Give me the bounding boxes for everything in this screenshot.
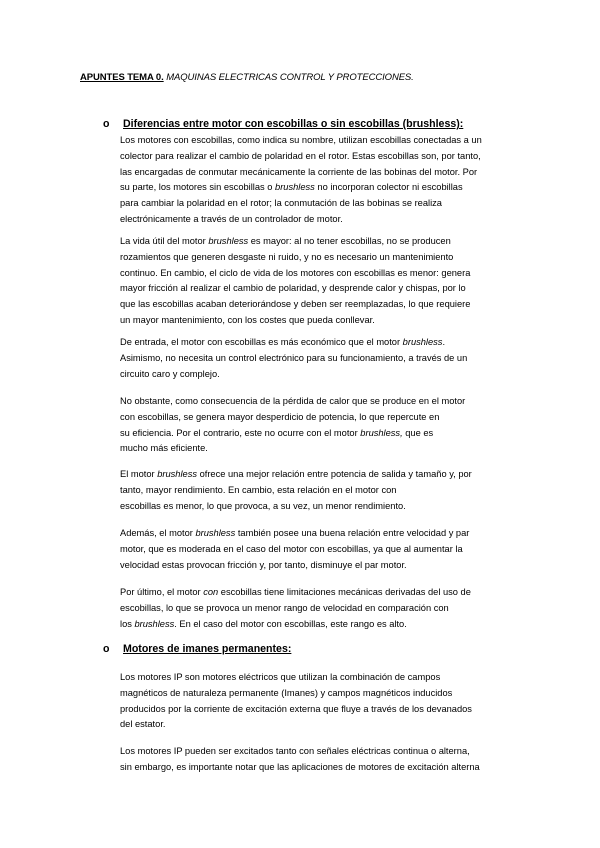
text-line: su eficiencia. Por el contrario, este no ocurre con el motor brushless, que es [120,427,434,438]
text-line: La vida útil del motor brushless es mayor: al no tener escobillas, no se producen [120,236,451,246]
text-line: que las escobillas acaban deteriorándose y deben ser reemplazadas, lo que requiere [120,299,471,310]
text-line: Los motores con escobillas, como indica su nombre, utilizan escobillas conectadas a un [120,135,482,145]
italic-term: brushless [195,528,236,538]
text-line: motor, que es moderada en el caso del motor con escobillas, ya que al aumentar la [120,543,463,554]
paragraph [120,394,520,457]
text-line: producidos por la corriente de excitación externa que fluye a través de los devanados [120,703,472,714]
title-prefix: APUNTES TEMA 0. [80,72,164,83]
text-line: sin embargo, es importante notar que las aplicaciones de motores de excitación alterna [120,761,480,772]
text-line: circuito caro y complejo. [120,368,220,379]
text-line: su parte, los motores sin escobillas o brushless no incorporan colector ni escobillas [120,182,463,193]
italic-term: brushless [208,236,249,246]
text-line: El motor brushless ofrece una mejor relación entre potencia de salida y tamaño y, por [120,469,472,479]
bullet-marker: o [103,118,110,130]
italic-term: con [203,587,219,597]
text-line: Asimismo, no necesita un control electrónico para su funcionamiento, a través de un [120,352,468,363]
paragraph [120,234,520,329]
text-line: mucho más eficiente. [120,443,208,454]
text-line: Los motores IP son motores eléctricos que utilizan la combinación de campos [120,672,441,682]
text-line: escobillas, lo que se provoca un menor rango de velocidad en comparación con [120,602,449,613]
text-line: un mayor mantenimiento, con los costes que pueda conllevar. [120,314,375,325]
paragraph [120,467,520,514]
text-line: electrónicamente a través de un controlador de motor. [120,213,343,224]
text-line: continuo. En cambio, el ciclo de vida de los motores con escobillas es menor: genera [120,267,471,278]
text-line: velocidad estas provocan fricción y, por tanto, disminuye el par motor. [120,559,407,570]
italic-term: brushless [402,337,443,347]
italic-term: brushless [134,618,175,629]
italic-term: brushless, [360,427,403,438]
bullet-marker: o [103,643,110,655]
paragraph [120,335,520,382]
italic-term: brushless [275,182,315,193]
text-line: magnéticos de naturaleza permanente (Imanes) y campos magnéticos inducidos [120,687,453,698]
heading-text: Motores de imanes permanentes: [123,643,292,655]
text-line: Además, el motor brushless también posee una buena relación entre velocidad y par [120,528,470,538]
heading-text: Diferencias entre motor con escobillas o sin escobillas (brushless): [123,118,464,130]
text-line: las encargadas de conmutar mecánicamente la corriente de las bobinas del motor. Por [120,166,478,177]
paragraph [120,670,520,733]
text-line: mayor fricción al realizar el cambio de polaridad, y desprende calor y chispas, por lo [120,283,466,294]
text-line: para cambiar la polaridad en el rotor; la conmutación de las bobinas se realiza [120,198,442,209]
paragraph [120,133,520,228]
text-line: los brushless. En el caso del motor con escobillas, este rango es alto. [120,618,407,629]
italic-term: brushless [157,469,197,479]
paragraph [120,744,520,776]
text-line: De entrada, el motor con escobillas es más económico que el motor brushless. [120,337,446,347]
title-rest: MAQUINAS ELECTRICAS CONTROL Y PROTECCIONES. [163,72,414,83]
text-line: colector para realizar el cambio de polaridad en el rotor. Estas escobillas son, por tanto, [120,150,481,161]
text-line: del estator. [120,719,166,730]
text-line: Los motores IP pueden ser excitados tanto con señales eléctricas continua o alterna, [120,746,470,756]
text-line: Por último, el motor con escobillas tiene limitaciones mecánicas derivadas del uso de [120,587,471,597]
text-line: tanto, mayor rendimiento. En cambio, esta relación en el motor con [120,484,397,495]
paragraph [120,585,520,632]
text-line: No obstante, como consecuencia de la pérdida de calor que se produce en el motor [120,396,466,406]
paragraph [120,526,520,573]
text-line: rozamientos que generen desgaste ni ruido, y no es necesario un mantenimiento [120,251,454,262]
section-heading-imanes [103,643,291,655]
text-line: escobillas es menor, lo que provoca, a su vez, un menor rendimiento. [120,500,406,511]
document-title [80,72,414,83]
text-line: con escobillas, se genera mayor desperdicio de potencia, lo que repercute en [120,411,440,422]
section-heading-brushless [103,118,463,130]
